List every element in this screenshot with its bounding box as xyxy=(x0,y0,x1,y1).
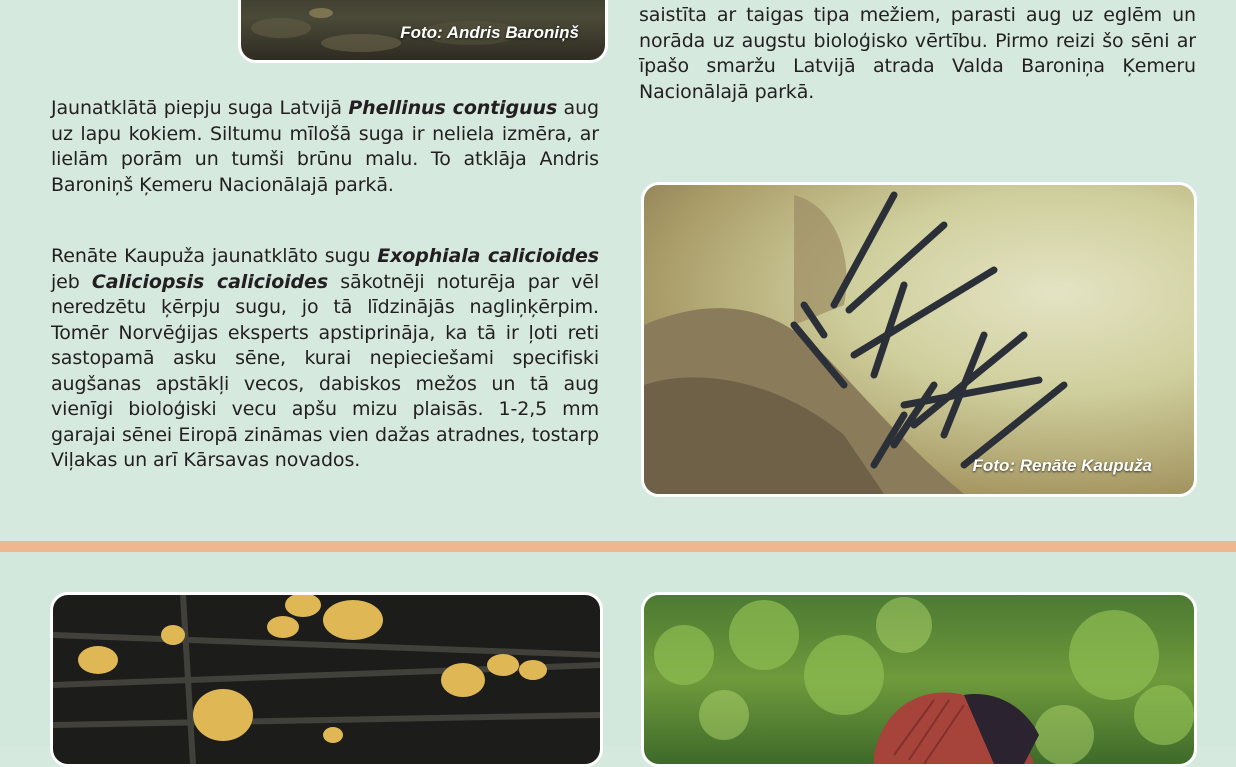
species-exophiala: Exophiala calicioides xyxy=(377,245,599,267)
phellinus-rest: aug uz lapu kokiem. Siltumu mīlošā suga ir neliela izmēra, ar lielām porām un tumši brūnu malu. To atklāja Andris Baroniņš Ķemeru Nacionālajā parkā. xyxy=(51,97,600,196)
photo-fungus-top xyxy=(238,0,608,63)
slime-mold-image xyxy=(53,595,600,764)
text-paragraph-phellinus xyxy=(51,96,599,198)
exophiala-mid: jeb xyxy=(51,270,92,293)
photo-moss-fungus xyxy=(641,592,1197,767)
species-phellinus: Phellinus contiguus xyxy=(348,97,558,119)
photo-slime-mold xyxy=(50,592,603,767)
text-paragraph-exophiala xyxy=(51,244,599,474)
photo-credit-top: Foto: Andris Baroniņš xyxy=(400,23,579,42)
text-paragraph-right: saistīta ar taigas tipa mežiem, parasti aug uz eglēm un norāda uz augstu bioloģisko vērtību. Pirmo reizi šo sēni ar īpašo smaržu Latvijā atrada Valda Baroniņa Ķemeru Nacionālajā parkā. xyxy=(639,4,1196,103)
moss-fungus-image xyxy=(644,595,1194,764)
phellinus-intro: Jaunatklātā piepju suga Latvijā xyxy=(51,97,349,119)
photo-exophiala xyxy=(641,182,1197,497)
section-divider xyxy=(0,541,1236,552)
photo-credit-right: Foto: Renāte Kaupuža xyxy=(972,456,1152,475)
black-fungus-image xyxy=(644,185,1194,494)
exophiala-rest: sākotnēji noturēja par vēl neredzētu ķērpju sugu, jo tā līdzinājās nagliņķērpim. Tomēr Norvēģijas eksperts apstiprināja, ka tā ir ļoti reti sastopamā asku sēne, kurai nepieciešami specifiski augšanas apstākļi vecos, dabiskos mežos un tā aug vienīgi bioloģiski vecu apšu mizu plaisās. 1-2,5 mm garajai sēnei Eiropā zināmas vien dažas atradnes, tostarp Viļakas un arī Kārsavas novados. xyxy=(51,270,599,471)
species-caliciopsis: Caliciopsis calicioides xyxy=(91,270,329,293)
exophiala-intro: Renāte Kaupuža jaunatklāto sugu xyxy=(51,245,378,267)
